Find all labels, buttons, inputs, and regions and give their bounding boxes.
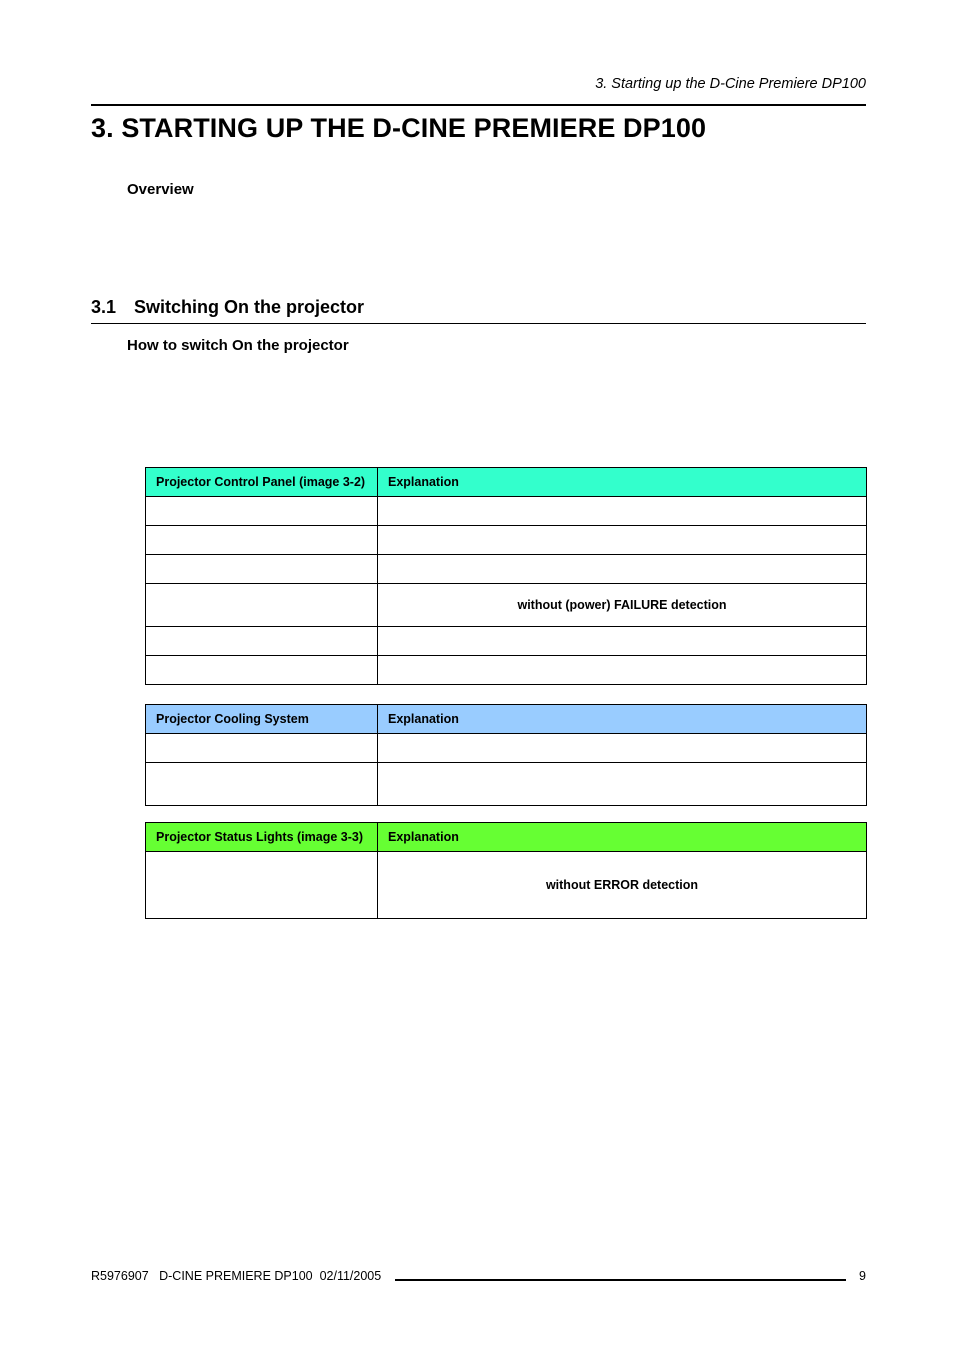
table-header-cell: Projector Control Panel (image 3-2)	[146, 468, 378, 497]
chapter-title: 3. STARTING UP THE D-CINE PREMIERE DP100	[91, 113, 707, 143]
how-to-switch-heading: How to switch On the projector	[127, 337, 349, 354]
table-row	[146, 852, 867, 919]
table-cell	[146, 584, 378, 627]
table-row	[146, 497, 867, 526]
table-header-row	[146, 705, 867, 734]
table-header-row	[146, 468, 867, 497]
table-cell: without ERROR detection	[378, 852, 867, 919]
table-header-cell: Explanation	[378, 705, 867, 734]
header-rule	[91, 104, 866, 106]
table-cell	[146, 627, 378, 656]
table-row	[146, 584, 867, 627]
table-row	[146, 656, 867, 685]
cooling-system-table	[145, 704, 867, 806]
status-lights-table	[145, 822, 867, 919]
overview-heading: Overview	[127, 181, 194, 198]
table-cell	[146, 734, 378, 763]
table-cell	[146, 852, 378, 919]
table-cell	[146, 656, 378, 685]
table-cell	[146, 763, 378, 806]
running-header: 3. Starting up the D-Cine Premiere DP100	[595, 76, 866, 92]
table-cell	[378, 555, 867, 584]
table-cell	[378, 763, 867, 806]
table-row	[146, 555, 867, 584]
section-title	[91, 297, 364, 318]
table-cell	[378, 734, 867, 763]
table-row	[146, 734, 867, 763]
table-header-cell: Projector Cooling System	[146, 705, 378, 734]
section-title-text: Switching On the projector	[134, 297, 365, 317]
table-cell	[378, 526, 867, 555]
table-row	[146, 526, 867, 555]
section-rule	[91, 323, 866, 324]
table-header-cell: Explanation	[378, 823, 867, 852]
table-cell	[146, 526, 378, 555]
table-cell	[146, 555, 378, 584]
table-cell	[378, 627, 867, 656]
table-cell	[378, 497, 867, 526]
table-header-row	[146, 823, 867, 852]
control-panel-table	[145, 467, 867, 685]
page-number: 9	[859, 1269, 866, 1283]
footer-rule	[395, 1279, 846, 1281]
table-row	[146, 763, 867, 806]
table-header-cell: Projector Status Lights (image 3-3)	[146, 823, 378, 852]
section-number: 3.1	[91, 297, 117, 317]
table-row	[146, 627, 867, 656]
table-cell	[378, 656, 867, 685]
table-cell: without (power) FAILURE detection	[378, 584, 867, 627]
table-header-cell: Explanation	[378, 468, 867, 497]
footer-doc-info: R5976907 D-CINE PREMIERE DP100 02/11/2005	[91, 1269, 382, 1283]
table-cell	[146, 497, 378, 526]
